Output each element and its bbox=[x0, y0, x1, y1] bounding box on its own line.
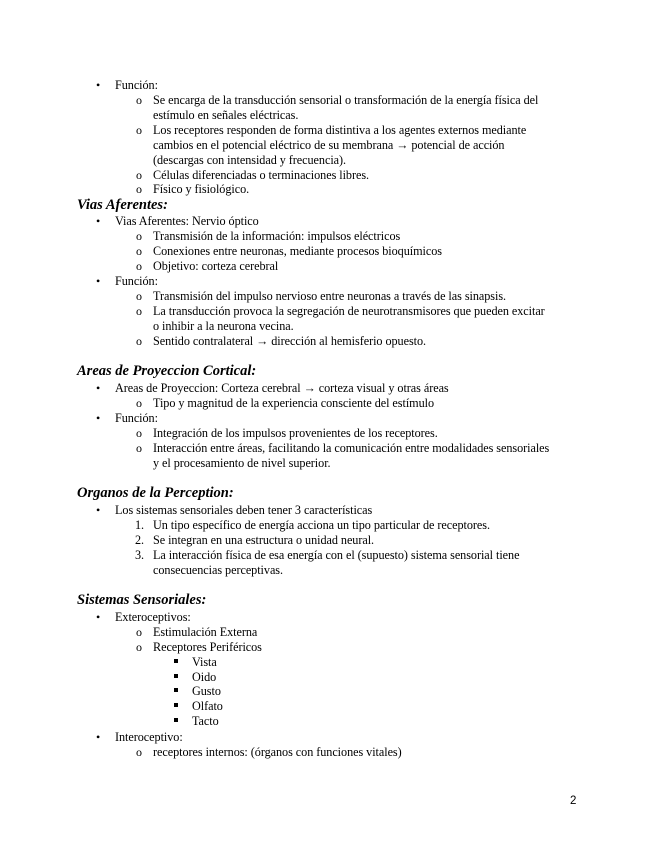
bullet-circle: o bbox=[136, 304, 142, 318]
page-number: 2 bbox=[570, 795, 577, 807]
bullet-dot: • bbox=[96, 274, 101, 288]
list-item: Los sistemas sensoriales deben tener 3 características bbox=[115, 503, 373, 517]
bullet-circle: o bbox=[136, 396, 142, 410]
bullet-dot: • bbox=[96, 78, 101, 92]
bullet-dot: • bbox=[96, 411, 101, 425]
list-item: Conexiones entre neuronas, mediante procesos bioquímicos bbox=[153, 244, 442, 258]
section-heading-organos: Organos de la Perception: bbox=[77, 485, 234, 501]
bullet-circle: o bbox=[136, 745, 142, 759]
section-heading-areas: Areas de Proyeccion Cortical: bbox=[77, 363, 257, 379]
bullet-circle: o bbox=[136, 334, 142, 348]
list-item: La transducción provoca la segregación de neurotransmisores que pueden excitar bbox=[153, 304, 545, 318]
list-item-continuation: y el procesamiento de nivel superior. bbox=[153, 456, 331, 470]
bullet-square bbox=[174, 659, 178, 663]
list-item: Transmisión de la información: impulsos eléctricos bbox=[153, 229, 401, 243]
funcion-label: Función: bbox=[115, 274, 158, 288]
section-heading-vias: Vias Aferentes: bbox=[77, 197, 168, 213]
bullet-square bbox=[174, 718, 178, 722]
list-item: receptores internos: (órganos con funciones vitales) bbox=[153, 745, 402, 759]
bullet-dot: • bbox=[96, 610, 101, 624]
list-item: Los receptores responden de forma distintiva a los agentes externos mediante bbox=[153, 123, 527, 137]
bullet-circle: o bbox=[136, 441, 142, 455]
bullet-dot: • bbox=[96, 730, 101, 744]
list-number: 2. bbox=[135, 533, 145, 547]
bullet-circle: o bbox=[136, 123, 142, 137]
bullet-circle: o bbox=[136, 625, 142, 639]
section-heading-sistemas: Sistemas Sensoriales: bbox=[77, 592, 207, 608]
sense-item-tacto: Tacto bbox=[192, 714, 219, 728]
list-item: Se encarga de la transducción sensorial o transformación de la energía física del bbox=[153, 93, 539, 107]
list-item: Células diferenciadas o terminaciones libres. bbox=[153, 168, 370, 182]
bullet-square bbox=[174, 674, 178, 678]
numbered-item: Un tipo específico de energía acciona un tipo particular de receptores. bbox=[153, 518, 490, 532]
list-item: Estimulación Externa bbox=[153, 625, 258, 639]
list-item: Exteroceptivos: bbox=[115, 610, 191, 624]
list-item: Receptores Periféricos bbox=[153, 640, 262, 654]
bullet-circle: o bbox=[136, 289, 142, 303]
bullet-circle: o bbox=[136, 640, 142, 654]
numbered-item: Se integran en una estructura o unidad neural. bbox=[153, 533, 375, 547]
sense-item-oido: Oido bbox=[192, 670, 217, 684]
bullet-square bbox=[174, 703, 178, 707]
bullet-square bbox=[174, 688, 178, 692]
list-number: 3. bbox=[135, 548, 145, 562]
list-item-continuation: (descargas con intensidad y frecuencia). bbox=[153, 153, 347, 167]
funcion-label: Función: bbox=[115, 411, 158, 425]
list-item-continuation: estímulo en señales eléctricas. bbox=[153, 108, 299, 122]
list-item: Físico y fisiológico. bbox=[153, 182, 250, 196]
bullet-dot: • bbox=[96, 503, 101, 517]
list-item: Integración de los impulsos provenientes de los receptores. bbox=[153, 426, 438, 440]
bullet-dot: • bbox=[96, 381, 101, 395]
list-item: Interoceptivo: bbox=[115, 730, 183, 744]
sense-item-olfato: Olfato bbox=[192, 699, 223, 713]
bullet-circle: o bbox=[136, 182, 142, 196]
list-item-continuation: o inhibir a la neurona vecina. bbox=[153, 319, 294, 333]
sense-item-vista: Vista bbox=[192, 655, 217, 669]
bullet-circle: o bbox=[136, 93, 142, 107]
list-item: Sentido contralateral → dirección al hemisferio opuesto. bbox=[153, 334, 427, 348]
list-item: Areas de Proyeccion: Corteza cerebral → corteza visual y otras áreas bbox=[115, 381, 449, 395]
bullet-circle: o bbox=[136, 229, 142, 243]
numbered-item-continuation: consecuencias perceptivas. bbox=[153, 563, 283, 577]
list-item: Vias Aferentes: Nervio óptico bbox=[115, 214, 259, 228]
list-number: 1. bbox=[135, 518, 145, 532]
numbered-item: La interacción física de esa energía con el (supuesto) sistema sensorial tiene bbox=[153, 548, 520, 562]
list-item: Objetivo: corteza cerebral bbox=[153, 259, 279, 273]
list-item: Interacción entre áreas, facilitando la comunicación entre modalidades sensoriales bbox=[153, 441, 550, 455]
bullet-circle: o bbox=[136, 259, 142, 273]
bullet-circle: o bbox=[136, 168, 142, 182]
sense-item-gusto: Gusto bbox=[192, 684, 221, 698]
bullet-dot: • bbox=[96, 214, 101, 228]
bullet-circle: o bbox=[136, 244, 142, 258]
list-item: Transmisión del impulso nervioso entre neuronas a través de las sinapsis. bbox=[153, 289, 507, 303]
funcion-label: Función: bbox=[115, 78, 158, 92]
bullet-circle: o bbox=[136, 426, 142, 440]
list-item: Tipo y magnitud de la experiencia consciente del estímulo bbox=[153, 396, 435, 410]
list-item-continuation: cambios en el potencial eléctrico de su membrana → potencial de acción bbox=[153, 138, 505, 152]
